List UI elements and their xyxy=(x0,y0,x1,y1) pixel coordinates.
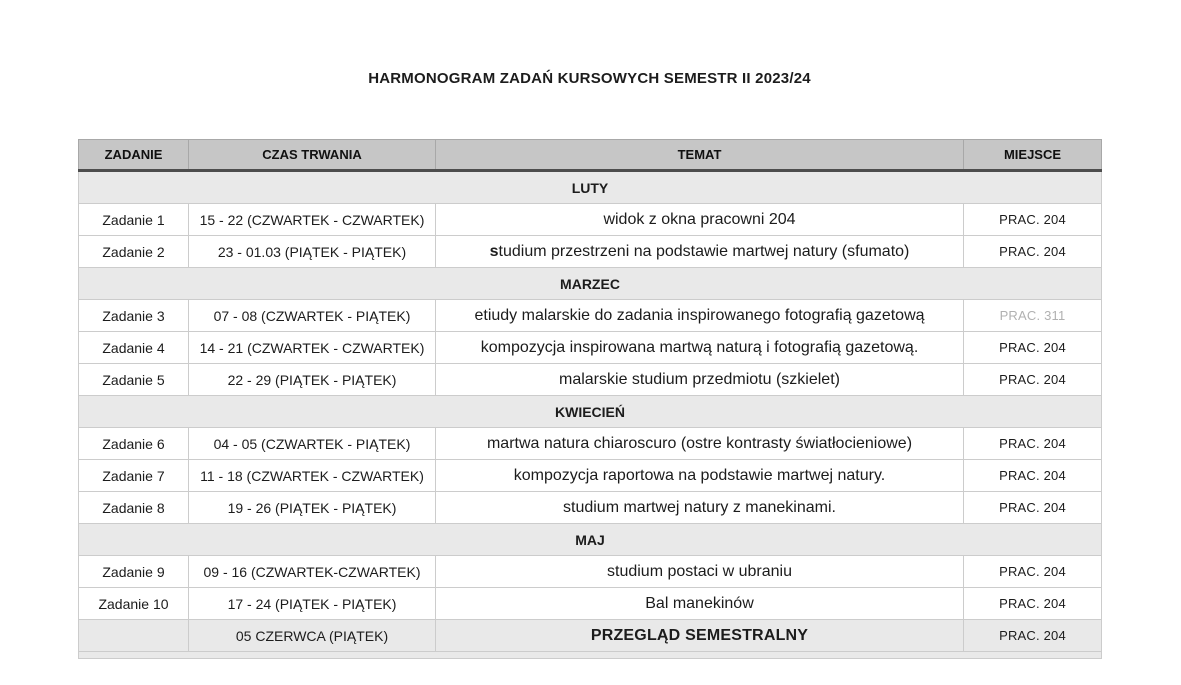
czas-cell: 19 - 26 (PIĄTEK - PIĄTEK) xyxy=(189,492,436,524)
miejsce-cell: PRAC. 204 xyxy=(964,556,1102,588)
miejsce-cell: PRAC. 204 xyxy=(964,460,1102,492)
zadanie-cell: Zadanie 7 xyxy=(79,460,189,492)
temat-cell: PRZEGLĄD SEMESTRALNY xyxy=(436,620,964,652)
table-row xyxy=(79,236,1102,268)
czas-cell: 23 - 01.03 (PIĄTEK - PIĄTEK) xyxy=(189,236,436,268)
schedule-table xyxy=(78,139,1102,659)
temat-cell: kompozycja raportowa na podstawie martwej natury. xyxy=(436,460,964,492)
month-section-row xyxy=(79,524,1102,556)
table-row xyxy=(79,460,1102,492)
zadanie-cell: Zadanie 8 xyxy=(79,492,189,524)
temat-cell: etiudy malarskie do zadania inspirowanego fotografią gazetową xyxy=(436,300,964,332)
zadanie-cell: Zadanie 4 xyxy=(79,332,189,364)
column-header-temat: TEMAT xyxy=(436,140,964,171)
zadanie-cell xyxy=(79,620,189,652)
temat-cell: Bal manekinów xyxy=(436,588,964,620)
table-row xyxy=(79,204,1102,236)
czas-cell: 11 - 18 (CZWARTEK - CZWARTEK) xyxy=(189,460,436,492)
czas-cell: 15 - 22 (CZWARTEK - CZWARTEK) xyxy=(189,204,436,236)
month-section-row xyxy=(79,268,1102,300)
month-header: LUTY xyxy=(79,171,1102,204)
temat-cell: studium przestrzeni na podstawie martwej natury (sfumato) xyxy=(436,236,964,268)
czas-cell: 05 CZERWCA (PIĄTEK) xyxy=(189,620,436,652)
zadanie-cell: Zadanie 2 xyxy=(79,236,189,268)
column-header-czas-trwania: CZAS TRWANIA xyxy=(189,140,436,171)
miejsce-cell: PRAC. 204 xyxy=(964,588,1102,620)
table-row xyxy=(79,428,1102,460)
miejsce-cell: PRAC. 204 xyxy=(964,332,1102,364)
table-row xyxy=(79,300,1102,332)
miejsce-cell: PRAC. 204 xyxy=(964,620,1102,652)
table-footer-strip-cell xyxy=(79,652,1102,659)
temat-cell: studium martwej natury z manekinami. xyxy=(436,492,964,524)
miejsce-cell: PRAC. 204 xyxy=(964,236,1102,268)
temat-cell: studium postaci w ubraniu xyxy=(436,556,964,588)
czas-cell: 04 - 05 (CZWARTEK - PIĄTEK) xyxy=(189,428,436,460)
miejsce-cell: PRAC. 204 xyxy=(964,428,1102,460)
table-row xyxy=(79,364,1102,396)
czas-cell: 07 - 08 (CZWARTEK - PIĄTEK) xyxy=(189,300,436,332)
month-header: MARZEC xyxy=(79,268,1102,300)
column-header-miejsce: MIEJSCE xyxy=(964,140,1102,171)
zadanie-cell: Zadanie 6 xyxy=(79,428,189,460)
zadanie-cell: Zadanie 1 xyxy=(79,204,189,236)
temat-cell: malarskie studium przedmiotu (szkielet) xyxy=(436,364,964,396)
month-header: MAJ xyxy=(79,524,1102,556)
czas-cell: 17 - 24 (PIĄTEK - PIĄTEK) xyxy=(189,588,436,620)
zadanie-cell: Zadanie 9 xyxy=(79,556,189,588)
month-section-row xyxy=(79,396,1102,428)
czas-cell: 22 - 29 (PIĄTEK - PIĄTEK) xyxy=(189,364,436,396)
temat-cell: martwa natura chiaroscuro (ostre kontrasty światłocieniowe) xyxy=(436,428,964,460)
table-footer-strip xyxy=(79,652,1102,659)
table-row xyxy=(79,556,1102,588)
miejsce-cell: PRAC. 311 xyxy=(964,300,1102,332)
zadanie-cell: Zadanie 10 xyxy=(79,588,189,620)
miejsce-cell: PRAC. 204 xyxy=(964,364,1102,396)
miejsce-cell: PRAC. 204 xyxy=(964,492,1102,524)
page-title: HARMONOGRAM ZADAŃ KURSOWYCH SEMESTR II 2023/24 xyxy=(368,70,811,87)
czas-cell: 09 - 16 (CZWARTEK-CZWARTEK) xyxy=(189,556,436,588)
miejsce-cell: PRAC. 204 xyxy=(964,204,1102,236)
temat-cell: widok z okna pracowni 204 xyxy=(436,204,964,236)
month-section-row xyxy=(79,171,1102,204)
temat-bold-prefix: s xyxy=(489,242,499,260)
temat-cell: kompozycja inspirowana martwą naturą i fotografią gazetową. xyxy=(436,332,964,364)
table-row xyxy=(79,492,1102,524)
header-row xyxy=(79,140,1102,171)
month-header: KWIECIEŃ xyxy=(79,396,1102,428)
column-header-zadanie: ZADANIE xyxy=(79,140,189,171)
table-row xyxy=(79,620,1102,652)
table-row xyxy=(79,588,1102,620)
table-row xyxy=(79,332,1102,364)
zadanie-cell: Zadanie 3 xyxy=(79,300,189,332)
zadanie-cell: Zadanie 5 xyxy=(79,364,189,396)
czas-cell: 14 - 21 (CZWARTEK - CZWARTEK) xyxy=(189,332,436,364)
